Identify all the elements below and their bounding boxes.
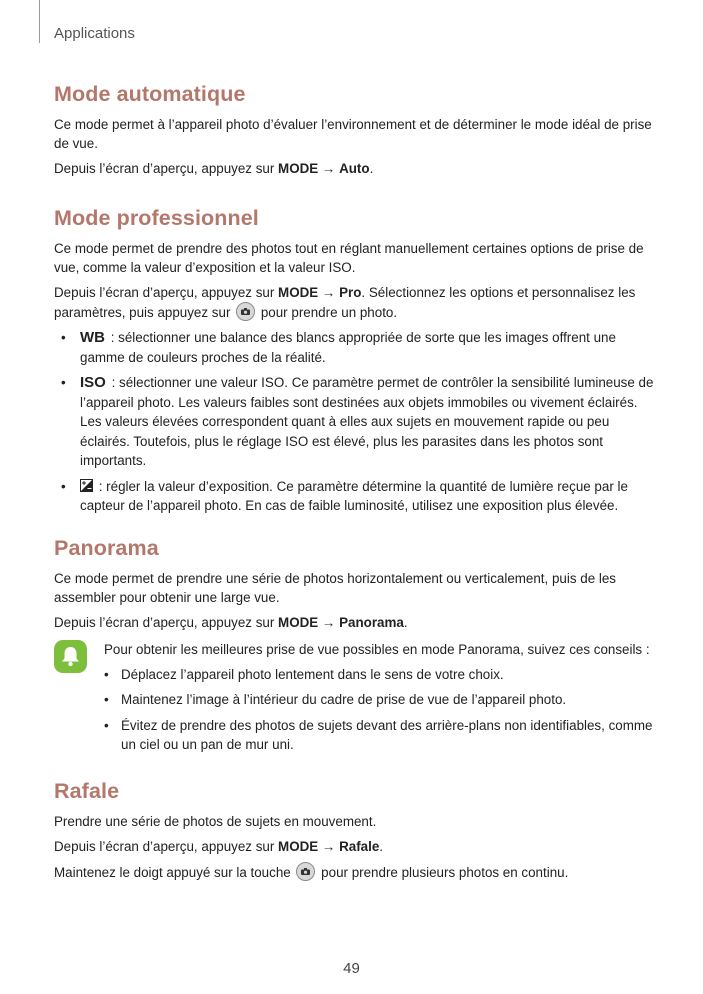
list-item-exposure: • : régler la valeur d’exposition. Ce paramètre détermine la quantité de lumière reçue par le capteur de l’appareil photo. En cas de faible luminosité, utilisez une exposition plus élevée. <box>61 478 628 513</box>
pro-description: Ce mode permet de prendre des photos tout en réglant manuellement certaines options de prise de vue, comme la valeur d’exposition et la valeur ISO. <box>54 241 644 275</box>
page-content <box>54 82 654 888</box>
list-item: • Maintenez l’image à l’intérieur du cadre de prise de vue de l’appareil photo. <box>104 692 567 707</box>
header-section-label: Applications <box>54 25 135 42</box>
note-intro: Pour obtenir les meilleures prise de vue possibles en mode Panorama, suivez ces conseils : <box>104 641 650 657</box>
heading-mode-professionnel: Mode professionnel <box>54 206 259 230</box>
camera-shutter-icon <box>236 302 255 321</box>
burst-path: Depuis l’écran d’aperçu, appuyez sur MODE → Rafale. <box>54 838 384 854</box>
white-balance-icon: WB <box>80 329 105 346</box>
burst-description: Prendre une série de photos de sujets en mouvement. <box>54 813 377 829</box>
pro-path: Depuis l’écran d’aperçu, appuyez sur MODE → Pro. Sélectionnez les options et personnalisez les paramètres, puis appuyez sur pour prendre un photo. <box>54 285 636 320</box>
heading-mode-automatique: Mode automatique <box>54 82 246 106</box>
camera-shutter-icon <box>296 862 315 881</box>
iso-icon: ISO <box>80 374 106 391</box>
list-item: • Évitez de prendre des photos de sujets devant des arrière-plans non identifiables, comme un ciel ou un pan de mur uni. <box>104 717 653 752</box>
auto-path: Depuis l’écran d’aperçu, appuyez sur MODE → Auto. <box>54 161 374 176</box>
heading-panorama: Panorama <box>54 535 159 560</box>
page-number: 49 <box>343 960 360 977</box>
pro-options-list <box>54 328 654 516</box>
heading-rafale: Rafale <box>54 778 120 803</box>
list-item-wb: • WB : sélectionner une balance des blancs appropriée de sorte que les images offrent une gamme de couleurs proches de la réalité. <box>61 329 616 365</box>
panorama-tip-note <box>54 640 654 755</box>
notification-bell-icon <box>54 640 87 673</box>
panorama-description: Ce mode permet de prendre une série de photos horizontalement ou verticalement, puis de les assembler pour obtenir une large vue. <box>54 570 616 605</box>
panorama-path: Depuis l’écran d’aperçu, appuyez sur MODE → Panorama. <box>54 614 408 630</box>
burst-hold-instruction: Maintenez le doigt appuyé sur la touche pour prendre plusieurs photos en continu. <box>54 862 654 882</box>
panorama-tips-list <box>104 665 654 755</box>
list-item-iso: • ISO : sélectionner une valeur ISO. Ce paramètre permet de contrôler la sensibilité lumineuse de l’appareil photo. Les valeurs faibles sont destinées aux objets immobiles ou vivement éclairés. Les valeurs élevées correspondent quant à elles aux sujets en mouvement rapide ou peu éclairés. Toutefois, plus le réglage ISO est élevé, plus les parasites dans les photos sont importants. <box>61 374 654 468</box>
list-item: • Déplacez l’appareil photo lentement dans le sens de votre choix. <box>104 666 504 682</box>
header-rule <box>39 0 40 43</box>
exposure-icon <box>80 478 93 491</box>
auto-description: Ce mode permet à l’appareil photo d’évaluer l’environnement et de déterminer le mode idéal de prise de vue. <box>54 117 652 151</box>
